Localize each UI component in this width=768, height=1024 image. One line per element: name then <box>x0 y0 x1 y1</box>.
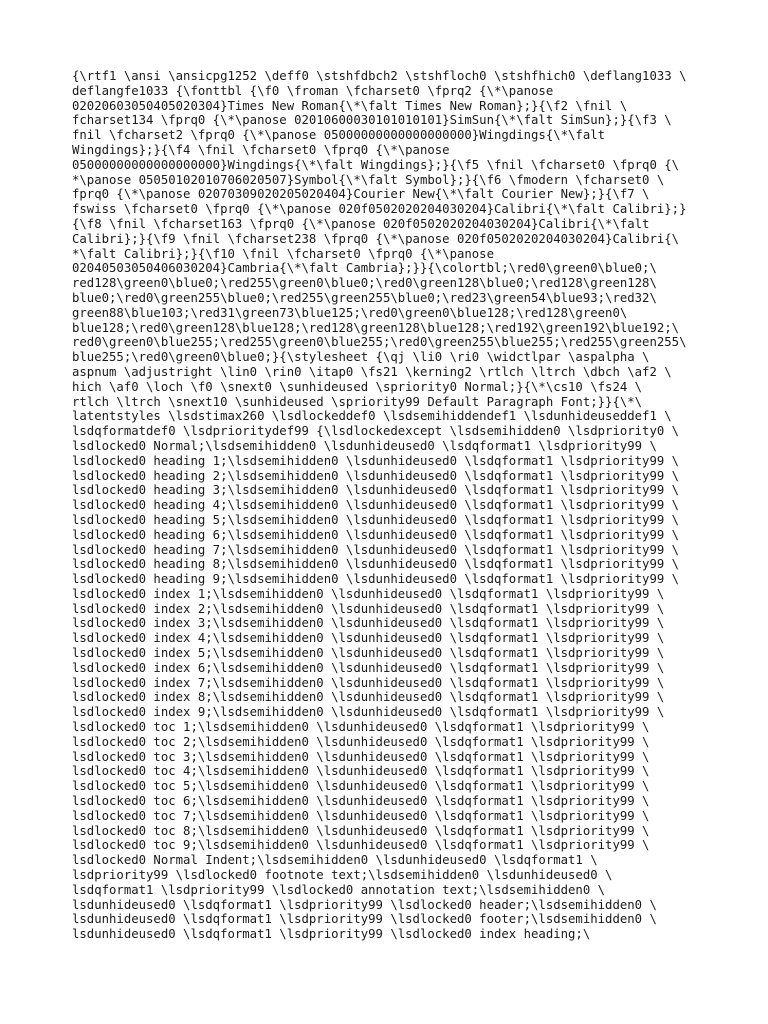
text-line: lsdunhideused0 \lsdqformat1 \lsdpriority99 \lsdlocked0 header;\lsdsemihidden0 \ <box>72 897 657 912</box>
text-line: red128\green0\blue0;\red255\green0\blue0;\red0\green128\blue0;\red128\green128\ <box>72 276 657 291</box>
text-line: *\falt Calibri};}{\f10 \fnil \fcharset0 \fprq0 {\*\panose <box>72 246 494 261</box>
text-line: lsdlocked0 index 5;\lsdsemihidden0 \lsdunhideused0 \lsdqformat1 \lsdpriority99 \ <box>72 646 665 661</box>
text-line: lsdlocked0 heading 7;\lsdsemihidden0 \lsdunhideused0 \lsdqformat1 \lsdpriority99 \ <box>72 542 680 557</box>
text-line: lsdlocked0 heading 2;\lsdsemihidden0 \lsdunhideused0 \lsdqformat1 \lsdpriority99 \ <box>72 468 680 483</box>
text-line: fswiss \fcharset0 \fprq0 {\*\panose 020f0502020204030204}Calibri{\*\falt Calibri};} <box>72 202 687 217</box>
text-line: lsdlocked0 index 9;\lsdsemihidden0 \lsdunhideused0 \lsdqformat1 \lsdpriority99 \ <box>72 705 665 720</box>
text-line: lsdlocked0 toc 6;\lsdsemihidden0 \lsdunhideused0 \lsdqformat1 \lsdpriority99 \ <box>72 794 650 809</box>
text-line: hich \af0 \loch \f0 \snext0 \sunhideused \spriority0 Normal;}{\*\cs10 \fs24 \ <box>72 379 643 394</box>
text-line: latentstyles \lsdstimax260 \lsdlockeddef0 \lsdsemihiddendef1 \lsdunhideuseddef1 \ <box>72 409 672 424</box>
text-line: lsdlocked0 toc 2;\lsdsemihidden0 \lsdunhideused0 \lsdqformat1 \lsdpriority99 \ <box>72 734 650 749</box>
text-line: lsdlocked0 heading 1;\lsdsemihidden0 \lsdunhideused0 \lsdqformat1 \lsdpriority99 \ <box>72 453 680 468</box>
text-line: lsdunhideused0 \lsdqformat1 \lsdpriority99 \lsdlocked0 footer;\lsdsemihidden0 \ <box>72 912 657 927</box>
text-line: lsdqformatdef0 \lsdprioritydef99 {\lsdlockedexcept \lsdsemihidden0 \lsdpriority0 \ <box>72 424 680 439</box>
text-line: blue128;\red0\green128\blue128;\red128\green128\blue128;\red192\green192\blue192;\ <box>72 320 680 335</box>
text-line: lsdlocked0 heading 4;\lsdsemihidden0 \lsdunhideused0 \lsdqformat1 \lsdpriority99 \ <box>72 498 680 513</box>
text-line: lsdlocked0 index 3;\lsdsemihidden0 \lsdunhideused0 \lsdqformat1 \lsdpriority99 \ <box>72 616 665 631</box>
text-line: lsdlocked0 toc 7;\lsdsemihidden0 \lsdunhideused0 \lsdqformat1 \lsdpriority99 \ <box>72 808 650 823</box>
text-line: lsdlocked0 heading 5;\lsdsemihidden0 \lsdunhideused0 \lsdqformat1 \lsdpriority99 \ <box>72 512 680 527</box>
rtf-source-text <box>72 69 686 942</box>
text-line: lsdlocked0 toc 9;\lsdsemihidden0 \lsdunhideused0 \lsdqformat1 \lsdpriority99 \ <box>72 838 650 853</box>
text-line: fnil \fcharset2 \fprq0 {\*\panose 05000000000000000000}Wingdings{\*\falt <box>72 128 606 143</box>
text-line: lsdlocked0 heading 8;\lsdsemihidden0 \lsdunhideused0 \lsdqformat1 \lsdpriority99 \ <box>72 557 680 572</box>
text-line: fprq0 {\*\panose 02070309020205020404}Courier New{\*\falt Courier New};}{\f7 \ <box>72 187 650 202</box>
text-line: 02020603050405020304}Times New Roman{\*\falt Times New Roman};}{\f2 \fnil \ <box>72 98 628 113</box>
text-line: red0\green0\blue255;\red255\green0\blue255;\red0\green255\blue255;\red255\green255\ <box>72 335 687 350</box>
text-line: lsdpriority99 \lsdlocked0 footnote text;\lsdsemihidden0 \lsdunhideused0 \ <box>72 868 613 883</box>
text-line: lsdlocked0 index 7;\lsdsemihidden0 \lsdunhideused0 \lsdqformat1 \lsdpriority99 \ <box>72 675 665 690</box>
text-line: Wingdings};}{\f4 \fnil \fcharset0 \fprq0 {\*\panose <box>72 142 450 157</box>
text-line: lsdlocked0 index 1;\lsdsemihidden0 \lsdunhideused0 \lsdqformat1 \lsdpriority99 \ <box>72 586 665 601</box>
text-line: deflangfe1033 {\fonttbl {\f0 \froman \fcharset0 \fprq2 {\*\panose <box>72 83 554 98</box>
text-line: lsdqformat1 \lsdpriority99 \lsdlocked0 annotation text;\lsdsemihidden0 \ <box>72 882 606 897</box>
text-line: {\f8 \fnil \fcharset163 \fprq0 {\*\panose 020f0502020204030204}Calibri{\*\falt <box>72 216 650 231</box>
text-line: 05000000000000000000}Wingdings{\*\falt Wingdings};}{\f5 \fnil \fcharset0 \fprq0 {\ <box>72 157 680 172</box>
text-line: lsdlocked0 index 2;\lsdsemihidden0 \lsdunhideused0 \lsdqformat1 \lsdpriority99 \ <box>72 601 665 616</box>
text-line: lsdlocked0 toc 4;\lsdsemihidden0 \lsdunhideused0 \lsdqformat1 \lsdpriority99 \ <box>72 764 650 779</box>
text-line: lsdlocked0 toc 5;\lsdsemihidden0 \lsdunhideused0 \lsdqformat1 \lsdpriority99 \ <box>72 779 650 794</box>
text-line: green88\blue103;\red31\green73\blue125;\red0\green0\blue128;\red128\green0\ <box>72 305 628 320</box>
text-line: aspnum \adjustright \lin0 \rin0 \itap0 \fs21 \kerning2 \rtlch \ltrch \dbch \af2 \ <box>72 364 672 379</box>
text-line: lsdlocked0 Normal Indent;\lsdsemihidden0 \lsdunhideused0 \lsdqformat1 \ <box>72 853 598 868</box>
text-line: 02040503050406030204}Cambria{\*\falt Cambria};}}{\colortbl;\red0\green0\blue0;\ <box>72 261 657 276</box>
text-line: lsdlocked0 heading 3;\lsdsemihidden0 \lsdunhideused0 \lsdqformat1 \lsdpriority99 \ <box>72 483 680 498</box>
text-line: lsdlocked0 toc 8;\lsdsemihidden0 \lsdunhideused0 \lsdqformat1 \lsdpriority99 \ <box>72 823 650 838</box>
text-line: fcharset134 \fprq0 {\*\panose 02010600030101010101}SimSun{\*\falt SimSun};}{\f3 \ <box>72 113 672 128</box>
text-line: lsdlocked0 toc 1;\lsdsemihidden0 \lsdunhideused0 \lsdqformat1 \lsdpriority99 \ <box>72 720 650 735</box>
text-line: lsdlocked0 toc 3;\lsdsemihidden0 \lsdunhideused0 \lsdqformat1 \lsdpriority99 \ <box>72 749 650 764</box>
text-line: rtlch \ltrch \snext10 \sunhideused \spriority99 Default Paragraph Font;}}{\*\ <box>72 394 643 409</box>
text-line: {\rtf1 \ansi \ansicpg1252 \deff0 \stshfdbch2 \stshfloch0 \stshfhich0 \deflang1033 \ <box>72 69 687 83</box>
text-line: blue255;\red0\green0\blue0;}{\stylesheet {\qj \li0 \ri0 \widctlpar \aspalpha \ <box>72 350 650 365</box>
text-line: blue0;\red0\green255\blue0;\red255\green255\blue0;\red23\green54\blue93;\red32\ <box>72 290 657 305</box>
text-line: lsdlocked0 heading 9;\lsdsemihidden0 \lsdunhideused0 \lsdqformat1 \lsdpriority99 \ <box>72 572 680 587</box>
text-line: lsdlocked0 index 8;\lsdsemihidden0 \lsdunhideused0 \lsdqformat1 \lsdpriority99 \ <box>72 690 665 705</box>
text-line: *\panose 05050102010706020507}Symbol{\*\falt Symbol};}{\f6 \fmodern \fcharset0 \ <box>72 172 665 187</box>
text-line: lsdlocked0 Normal;\lsdsemihidden0 \lsdunhideused0 \lsdqformat1 \lsdpriority99 \ <box>72 438 657 453</box>
text-line: lsdlocked0 index 6;\lsdsemihidden0 \lsdunhideused0 \lsdqformat1 \lsdpriority99 \ <box>72 660 665 675</box>
text-line: lsdlocked0 heading 6;\lsdsemihidden0 \lsdunhideused0 \lsdqformat1 \lsdpriority99 \ <box>72 527 680 542</box>
text-line: lsdunhideused0 \lsdqformat1 \lsdpriority99 \lsdlocked0 index heading;\ <box>72 927 591 942</box>
text-line: lsdlocked0 index 4;\lsdsemihidden0 \lsdunhideused0 \lsdqformat1 \lsdpriority99 \ <box>72 631 665 646</box>
text-line: Calibri};}{\f9 \fnil \fcharset238 \fprq0 {\*\panose 020f0502020204030204}Calibri{\ <box>72 231 680 246</box>
